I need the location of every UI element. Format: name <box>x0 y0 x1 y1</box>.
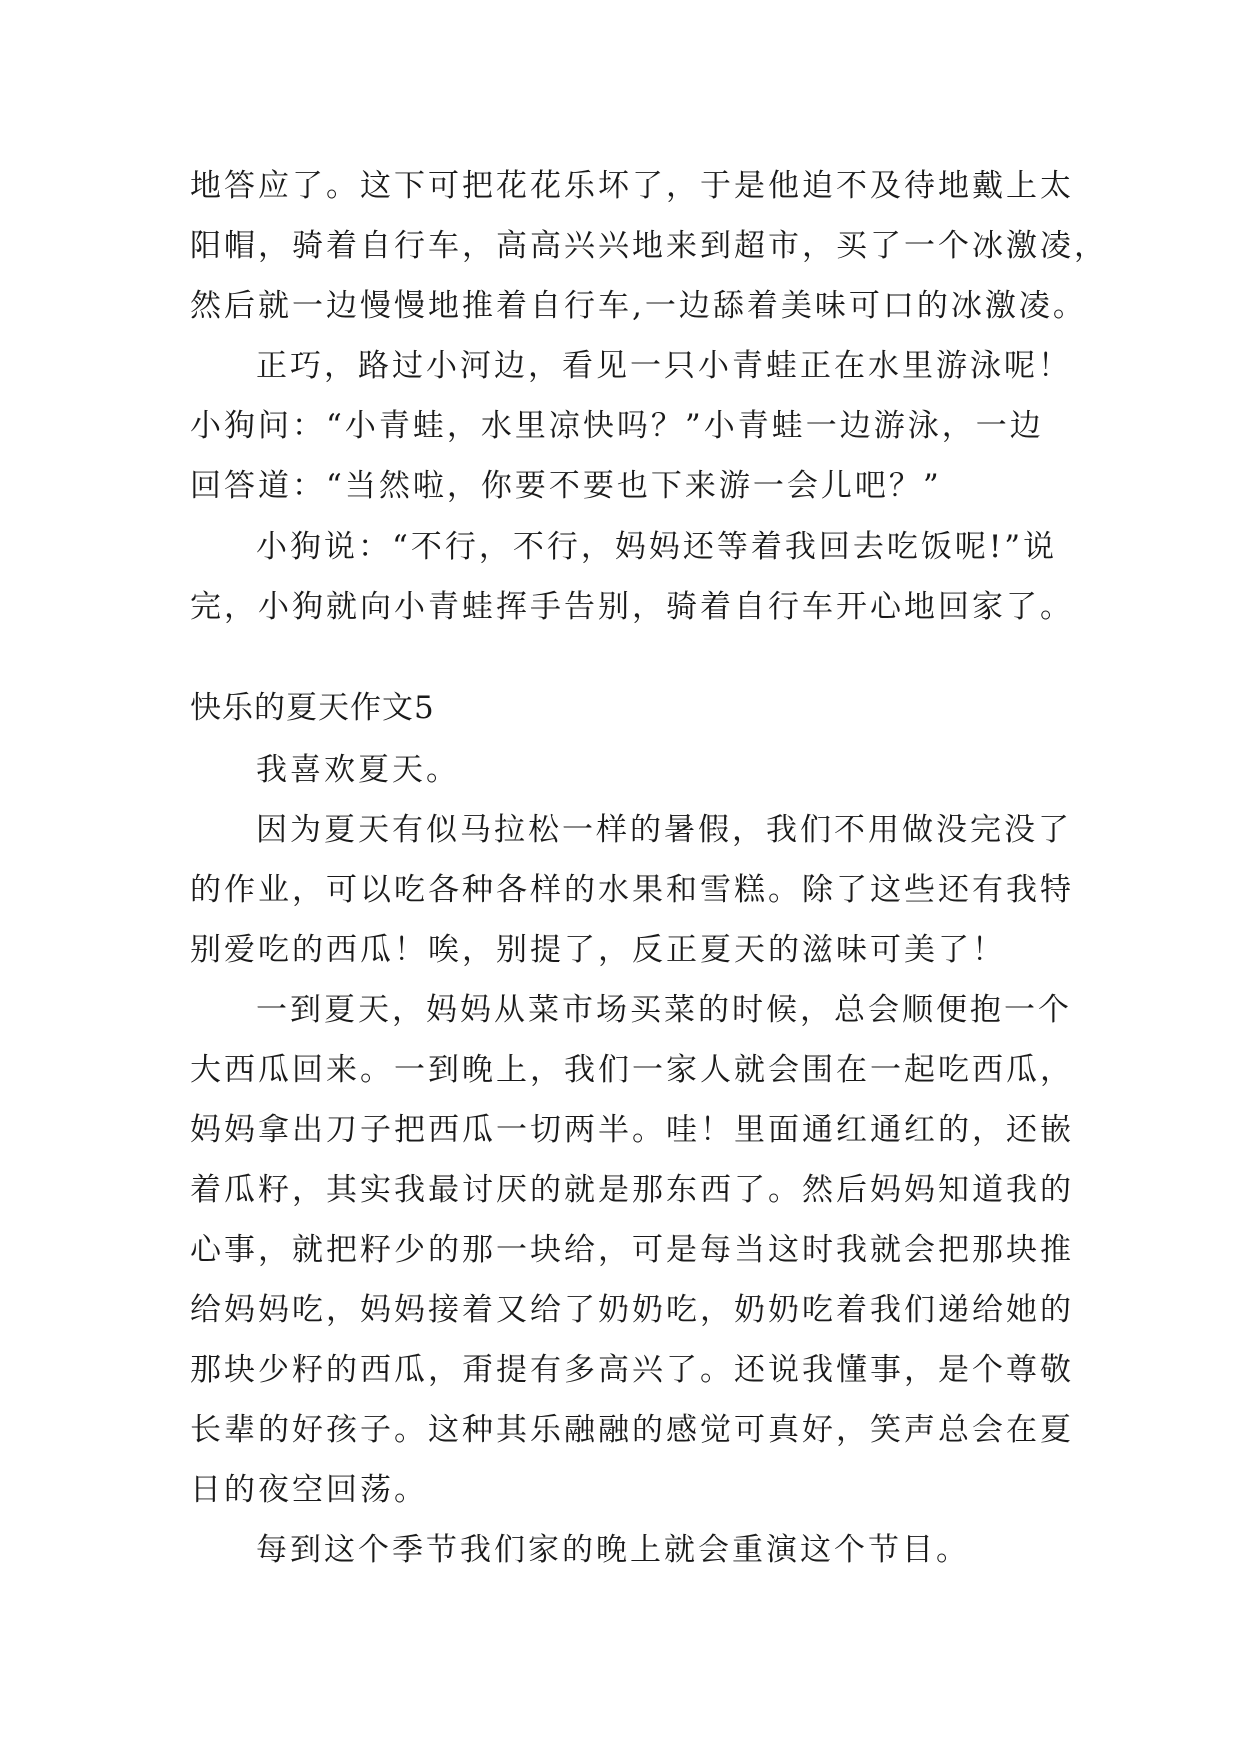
paragraph-line: 小狗问：“小青蛙，水里凉快吗？”小青蛙一边游泳，一边 <box>190 408 1044 444</box>
paragraph-line: 的作业，可以吃各种各样的水果和雪糕。除了这些还有我特 <box>190 872 1074 908</box>
paragraph-line: 着瓜籽，其实我最讨厌的就是那东西了。然后妈妈知道我的 <box>190 1172 1074 1208</box>
paragraph-line: 别爱吃的西瓜！唉，别提了，反正夏天的滋味可美了！ <box>190 932 1006 968</box>
paragraph-line: 小狗说：“不行，不行，妈妈还等着我回去吃饭呢!”说 <box>256 529 1058 565</box>
paragraph-line: 日的夜空回荡。 <box>190 1472 428 1508</box>
paragraph-line: 给妈妈吃，妈妈接着又给了奶奶吃，奶奶吃着我们递给她的 <box>190 1292 1074 1328</box>
paragraph-line: 地答应了。这下可把花花乐坏了，于是他迫不及待地戴上太 <box>190 168 1074 204</box>
paragraph-line: 妈妈拿出刀子把西瓜一切两半。哇！里面通红通红的，还嵌 <box>190 1112 1074 1148</box>
paragraph-line: 心事，就把籽少的那一块给，可是每当这时我就会把那块推 <box>190 1232 1074 1268</box>
paragraph-line: 那块少籽的西瓜，甭提有多高兴了。还说我懂事，是个尊敬 <box>190 1352 1074 1388</box>
paragraph-line: 然后就一边慢慢地推着自行车,一边舔着美味可口的冰激凌。 <box>190 288 1087 324</box>
paragraph-line: 每到这个季节我们家的晚上就会重演这个节目。 <box>256 1532 970 1568</box>
paragraph-line: 我喜欢夏天。 <box>256 752 460 788</box>
paragraph-line: 长辈的好孩子。这种其乐融融的感觉可真好，笑声总会在夏 <box>190 1412 1074 1448</box>
paragraph-line: 正巧，路过小河边，看见一只小青蛙正在水里游泳呢！ <box>256 348 1072 384</box>
paragraph-line: 一到夏天，妈妈从菜市场买菜的时候，总会顺便抱一个 <box>256 992 1072 1028</box>
paragraph-line: 回答道：“当然啦，你要不要也下来游一会儿吧？” <box>190 468 942 504</box>
paragraph-line: 因为夏天有似马拉松一样的暑假，我们不用做没完没了 <box>256 812 1072 848</box>
paragraph-line: 完，小狗就向小青蛙挥手告别，骑着自行车开心地回家了。 <box>190 589 1074 625</box>
section-heading: 快乐的夏天作文5 <box>190 690 435 726</box>
paragraph-line: 阳帽，骑着自行车，高高兴兴地来到超市，买了一个冰激凌， <box>190 228 1108 264</box>
paragraph-line: 大西瓜回来。一到晚上，我们一家人就会围在一起吃西瓜， <box>190 1052 1074 1088</box>
